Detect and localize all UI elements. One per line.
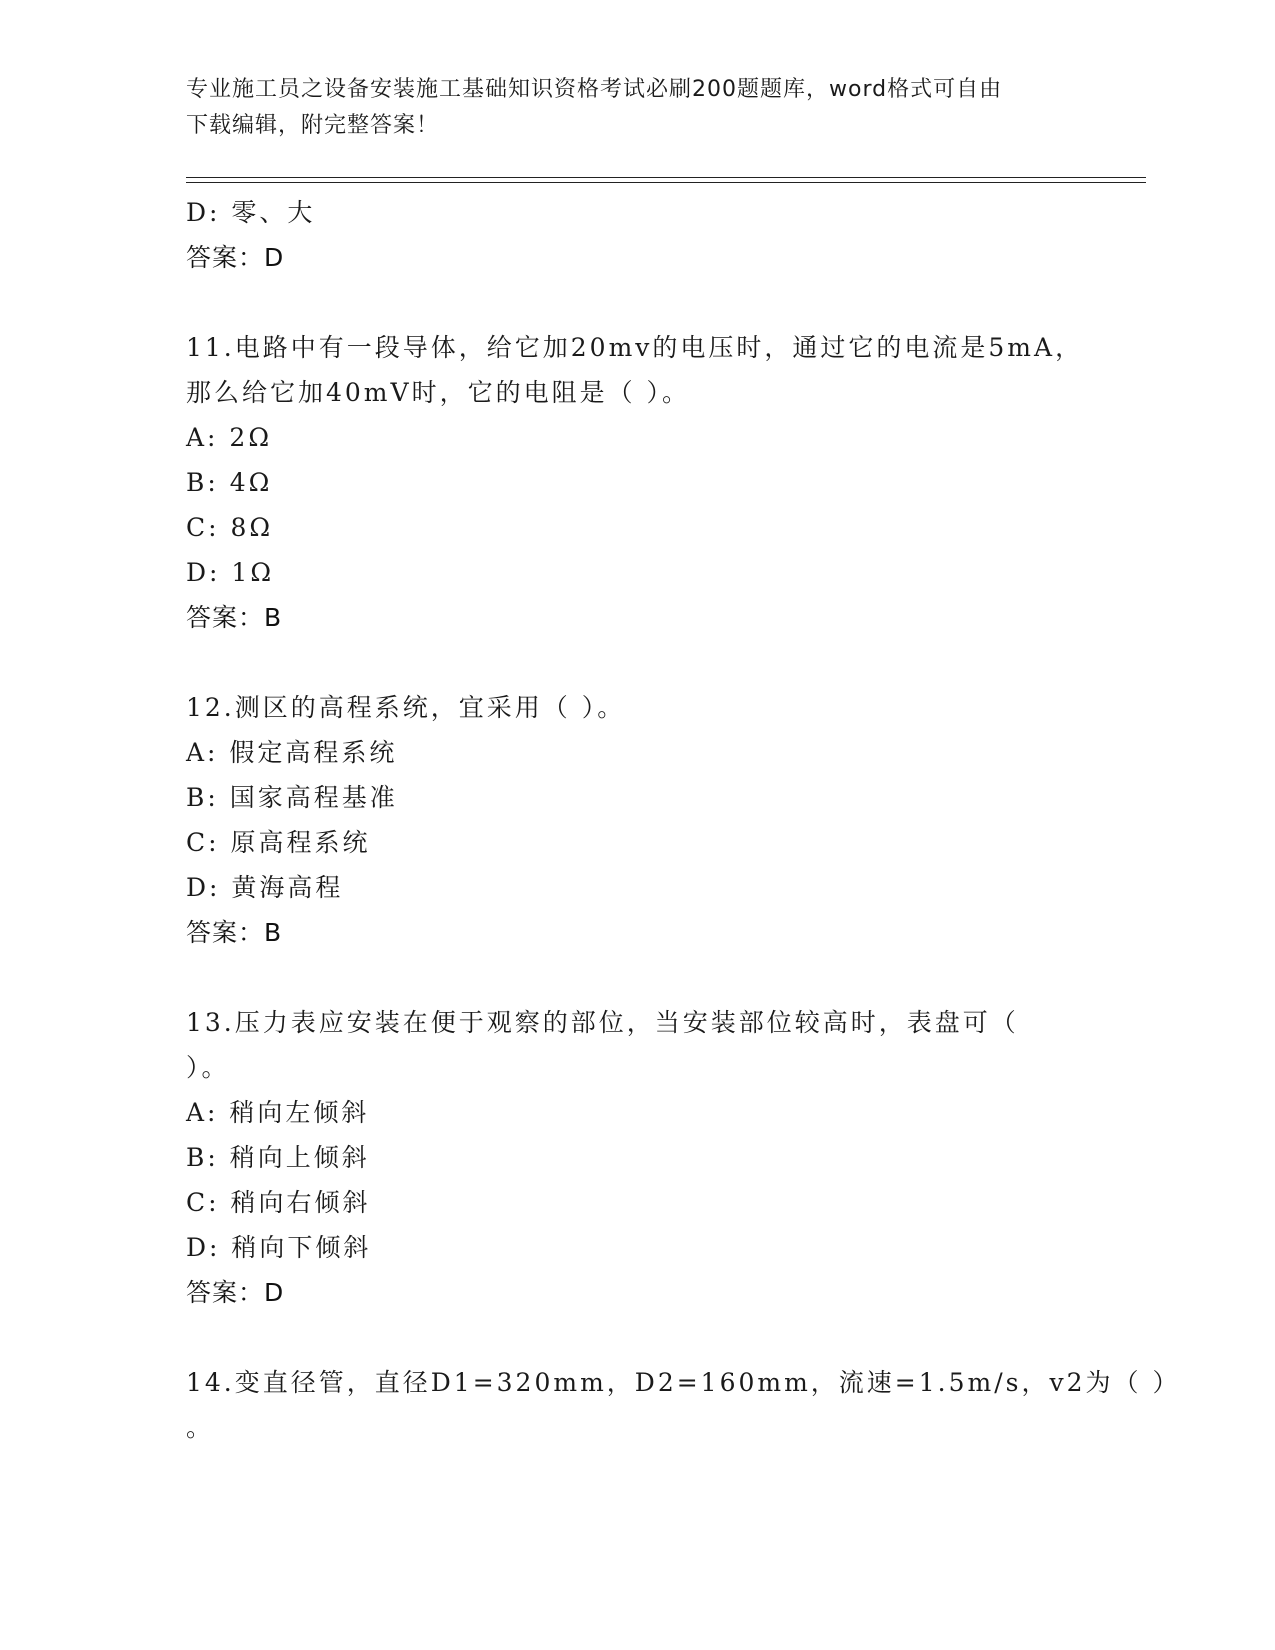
question-text: 13.压力表应安装在便于观察的部位，当安装部位较高时，表盘可（ [186, 1008, 1019, 1037]
question-list [186, 190, 1181, 1450]
document-header [186, 72, 1056, 144]
question-block [186, 1000, 1066, 1315]
option-a: A: 稍向左倾斜 [186, 1098, 370, 1127]
header-divider-bottom [186, 182, 1146, 183]
option-d: D: 稍向下倾斜 [186, 1233, 372, 1262]
question-text-cont: ）。 [186, 1053, 230, 1082]
question-block [186, 685, 1066, 955]
question-text-cont: 。 [186, 1413, 215, 1442]
question-text: 11.电路中有一段导体，给它加20mv的电压时，通过它的电流是5mA， [186, 333, 1084, 362]
option-d: D: 黄海高程 [186, 873, 344, 902]
option-a: A: 2Ω [186, 423, 273, 452]
question-block [186, 325, 1084, 640]
question-text: 14.变直径管，直径D1=320mm，D2=160mm，流速=1.5m/s，v2为（ ） [186, 1368, 1181, 1397]
option-c: C: 原高程系统 [186, 828, 371, 857]
header-line-1: 专业施工员之设备安装施工基础知识资格考试必刷200题题库，word格式可自由 [186, 77, 1003, 102]
option-b: B: 4Ω [186, 468, 273, 497]
header-line-2: 下载编辑，附完整答案！ [186, 113, 440, 138]
option-c: C: 8Ω [186, 513, 274, 542]
answer-line: 答案：B [186, 603, 283, 632]
spacer [186, 280, 1066, 325]
header-divider-top [186, 177, 1146, 178]
question-text: 12.测区的高程系统，宜采用（ ）。 [186, 693, 626, 722]
answer-line: 答案：D [186, 1278, 285, 1307]
option-a: A: 假定高程系统 [186, 738, 398, 767]
spacer [186, 640, 1066, 685]
option-b: B: 国家高程基准 [186, 783, 398, 812]
spacer [186, 955, 1066, 1000]
question-block [186, 1360, 1181, 1450]
answer-line: 答案：B [186, 918, 283, 947]
option-d: D: 零、大 [186, 198, 316, 227]
answer-line: 答案：D [186, 243, 285, 272]
question-text-cont: 那么给它加40mV时，它的电阻是（ ）。 [186, 378, 691, 407]
option-c: C: 稍向右倾斜 [186, 1188, 371, 1217]
option-b: B: 稍向上倾斜 [186, 1143, 370, 1172]
spacer [186, 1315, 1066, 1360]
option-d: D: 1Ω [186, 558, 275, 587]
